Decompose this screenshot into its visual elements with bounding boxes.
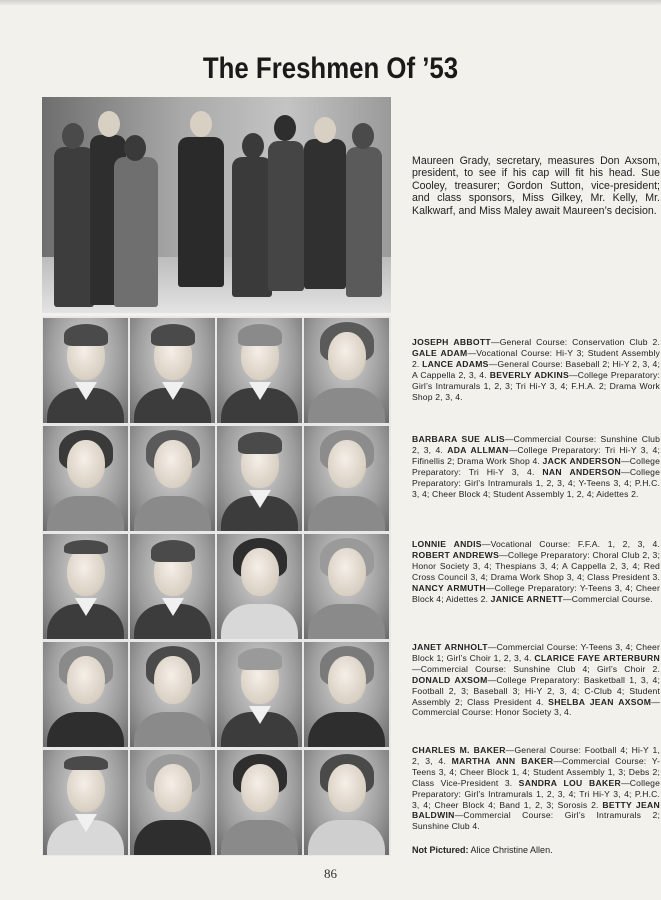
student-activities: —Commercial Course: Sunshine Club 4; Girl’s Choir 2.	[412, 663, 660, 674]
person-figure	[304, 139, 346, 289]
student-name: LONNIE ANDIS	[412, 539, 482, 549]
student-name: BARBARA SUE ALIS	[412, 434, 505, 444]
student-name: BETTY JEAN BALDWIN	[412, 799, 660, 821]
student-activities: —Commercial Course.	[562, 593, 653, 604]
student-portrait	[130, 318, 215, 423]
bio-block-row-2	[412, 434, 660, 499]
person-figure	[346, 147, 382, 297]
student-activities: —College Preparatory: Girl’s Intramurals 1, 2, 3, 4; Y-Teens 3, 4; P.H.C. 3, 4; Cheer Block 4; Student Assembly 1, 2, 4; Aidettes 2.	[412, 466, 661, 499]
person-figure	[178, 137, 224, 287]
student-portrait	[43, 750, 128, 855]
student-name: NAN ANDERSON	[542, 466, 622, 477]
student-activities: —College Preparatory: Tri Hi-Y 3, 4; Fifinellis 2; Drama Work Shop 4.	[412, 444, 661, 466]
bio-block-row-4	[412, 642, 660, 718]
student-activities: —Vocational Course: Hi-Y 3; Student Assembly 2.	[412, 347, 660, 369]
student-name: BEVERLY ADKINS	[489, 369, 570, 380]
person-figure	[232, 157, 272, 297]
student-name: GALE ADAM	[412, 347, 468, 358]
student-portrait	[43, 642, 128, 747]
student-portrait	[130, 426, 215, 531]
bio-block-row-5	[412, 745, 660, 832]
student-activities: —General Course: Football 4; Hi-Y 1, 2, 3, 4.	[412, 745, 661, 766]
group-photo-caption: Maureen Grady, secretary, measures Don Axsom, president, to see if his cap will fit his head. Sue Cooley, treasurer; Gordon Sutton, vice-president; and class sponsors, Miss Gilkey, Mr. Kelly, Mr. Kalkwarf, and Miss Maley await Maureen’s decision.	[412, 155, 660, 217]
student-activities: —Commercial Course: Girl’s Intramurals 2; Sunshine Club 4.	[412, 810, 660, 832]
not-pictured-names: Alice Christine Allen.	[470, 845, 553, 855]
student-name: JOSEPH ABBOTT	[412, 337, 491, 347]
student-name: ROBERT ANDREWS	[412, 549, 500, 560]
student-activities: —College Preparatory: Tri Hi-Y 3, 4.	[412, 455, 660, 477]
student-name: MARTHA ANN BAKER	[451, 755, 554, 766]
student-activities: —Commercial Course: Y-Teens 3, 4; Cheer Block 1; Girl’s Choir 1, 2, 3, 4.	[412, 642, 660, 663]
student-name: JANET ARNHOLT	[412, 642, 488, 652]
student-name: JACK ANDERSON	[542, 455, 622, 466]
student-name: NANCY ARMUTH	[412, 582, 486, 593]
student-activities: —General Course: Conservation Club 2.	[490, 337, 661, 347]
student-activities: —College Preparatory: Girl’s Intramurals 1, 2, 3; Tri Hi-Y 3, 4; F.H.A. 2; Drama Work Shop 2, 3, 4.	[412, 369, 660, 402]
student-portrait	[130, 534, 215, 639]
student-portrait	[130, 750, 215, 855]
class-officers-group-photo	[42, 97, 391, 313]
student-portrait	[130, 642, 215, 747]
person-figure	[54, 147, 94, 307]
portrait-grid	[42, 316, 391, 856]
student-activities: —College Preparatory: Girl’s Intramurals 1, 2, 3, 4; Tri Hi-Y 3, 4; P.H.C. 3, 4; Cheer Block 4; Band 1, 2, 3; Sorosis 2.	[412, 777, 660, 810]
student-portrait	[217, 318, 302, 423]
student-name: SANDRA LOU BAKER	[518, 777, 622, 788]
student-activities: —Commercial Course: Sunshine Club 2, 3, 4.	[412, 434, 660, 455]
student-portrait	[217, 534, 302, 639]
student-name: ADA ALLMAN	[447, 444, 509, 455]
person-figure	[114, 157, 158, 307]
student-portrait	[43, 318, 128, 423]
student-portrait	[304, 426, 389, 531]
student-portrait	[217, 426, 302, 531]
student-name: CLARICE FAYE ARTERBURN	[534, 652, 660, 663]
page-title: The Freshmen Of ’53	[202, 52, 459, 85]
student-portrait	[304, 750, 389, 855]
bio-block-row-3	[412, 539, 660, 604]
page-top-rule	[0, 0, 661, 6]
student-portrait	[43, 426, 128, 531]
student-portrait	[43, 534, 128, 639]
student-name: SHELBA JEAN AXSOM	[548, 696, 652, 707]
student-name: CHARLES M. BAKER	[412, 745, 506, 755]
student-name: DONALD AXSOM	[412, 674, 488, 685]
student-portrait	[304, 318, 389, 423]
student-activities: —College Preparatory: Y-Teens 3, 4; Cheer Block 4; Aidettes 2.	[412, 582, 660, 604]
page-number: 86	[324, 866, 337, 881]
student-name: LANCE ADAMS	[422, 358, 489, 369]
student-portrait	[217, 750, 302, 855]
student-portrait	[304, 534, 389, 639]
student-portrait	[304, 642, 389, 747]
not-pictured-label: Not Pictured:	[412, 845, 469, 855]
student-activities: —Commercial Course: Y-Teens 3, 4; Cheer Block 1, 4; Student Assembly 1, 3; Debs 2; Class Vice-President 3.	[412, 755, 660, 788]
student-portrait	[217, 642, 302, 747]
student-activities: —Commercial Course: Honor Society 3, 4.	[412, 696, 660, 718]
student-activities: —General Course: Baseball 2; Hi-Y 2, 3, 4; A Cappella 2, 3, 4.	[412, 358, 660, 380]
student-name: JANICE ARNETT	[490, 593, 563, 604]
student-activities: —Vocational Course: F.F.A. 1, 2, 3, 4.	[481, 539, 661, 549]
student-activities: —College Preparatory: Basketball 1, 3, 4; Football 2, 3; Baseball 3; Hi-Y 2, 3, 4; C-Club 4; Student Assembly 2; Class President 4.	[412, 674, 660, 707]
bio-block-row-1	[412, 337, 660, 402]
student-activities: —College Preparatory: Choral Club 2, 3; Honor Society 3, 4; Thespians 3, 4; A Cappella 2, 3, 4; Red Cross Council 3, 4; Drama Work Shop 3, 4; Class President 3.	[412, 549, 660, 582]
not-pictured-note	[412, 845, 553, 855]
person-figure	[268, 141, 304, 291]
